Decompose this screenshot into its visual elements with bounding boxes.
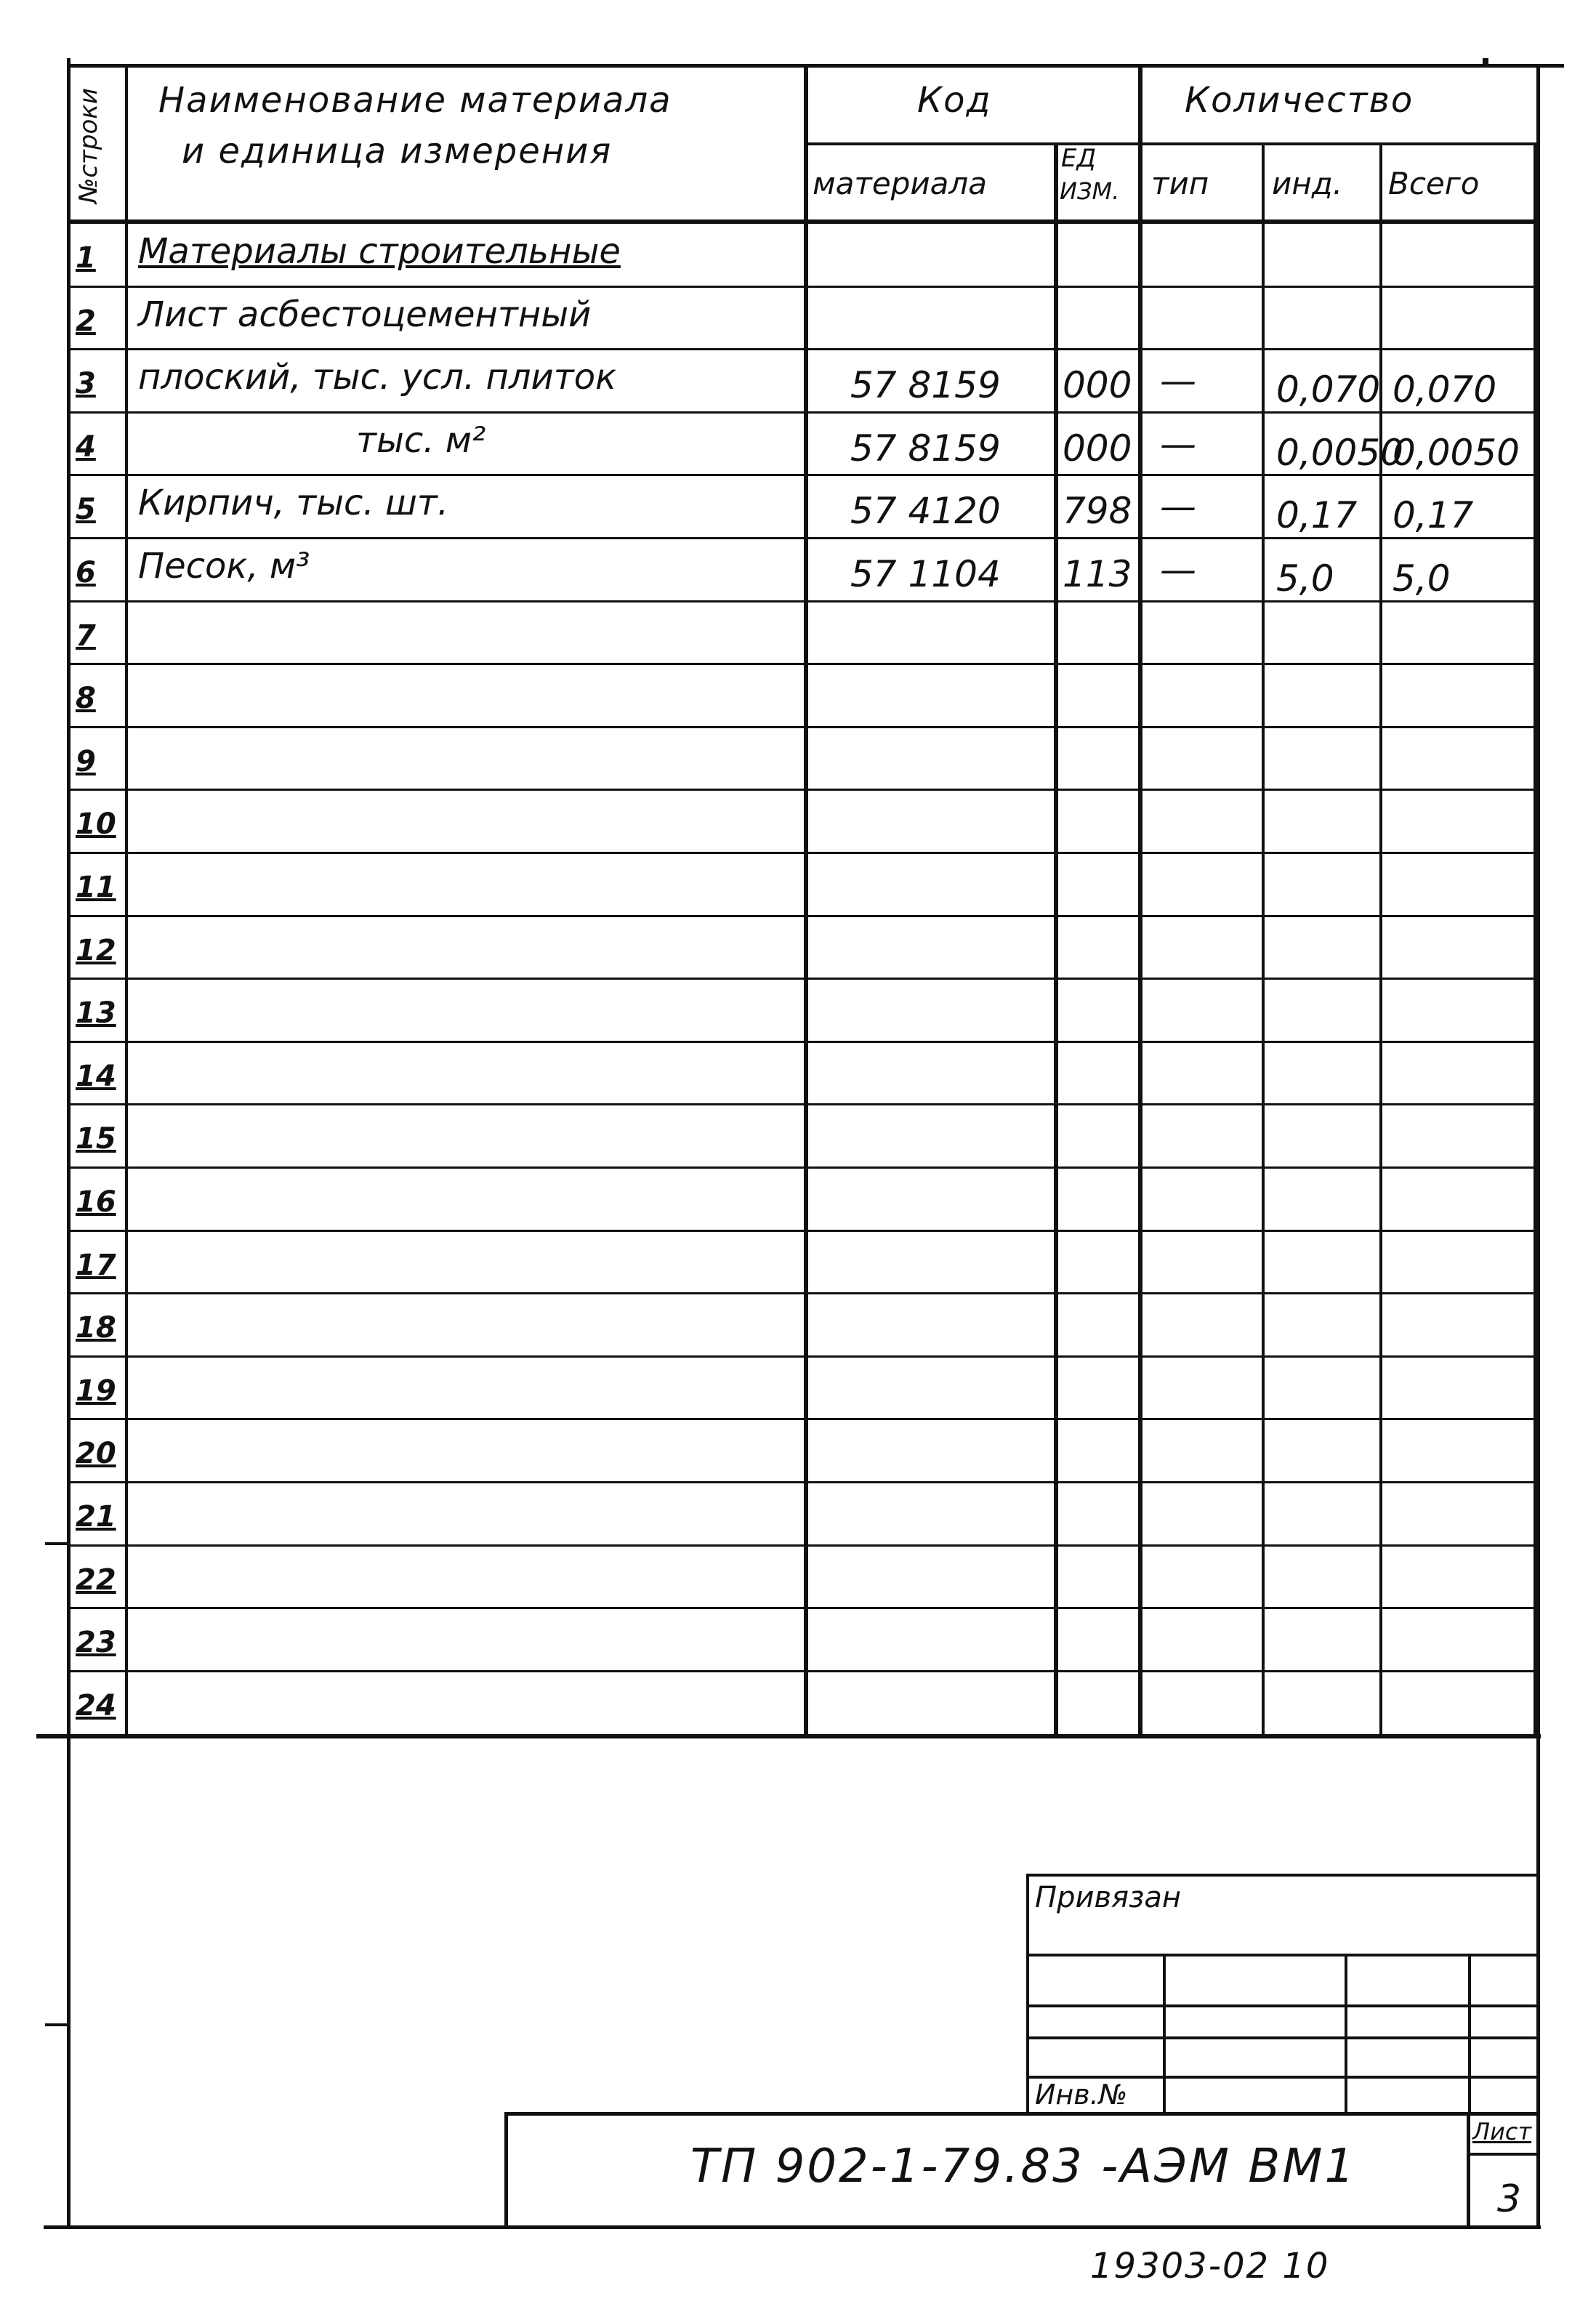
row-number: 12 bbox=[76, 933, 116, 967]
type-quantity: — bbox=[1160, 549, 1196, 591]
total-quantity: 5,0 bbox=[1393, 557, 1451, 600]
material-name: тыс. м² bbox=[356, 419, 486, 461]
row-line bbox=[67, 1355, 1538, 1358]
material-code-header: материала bbox=[813, 166, 988, 201]
col-line-unit bbox=[1138, 64, 1142, 1736]
col-line-name bbox=[804, 64, 808, 1736]
row-number: 19 bbox=[76, 1374, 116, 1408]
col-line-rownum bbox=[125, 64, 128, 1736]
row-line bbox=[67, 852, 1538, 854]
header-mid-line bbox=[804, 142, 1538, 145]
row-number: 24 bbox=[76, 1688, 116, 1722]
stamp-vline-2 bbox=[1345, 1954, 1347, 2115]
row-line bbox=[67, 1292, 1538, 1294]
row-line bbox=[67, 1103, 1538, 1105]
name-header-line1: Наименование материала bbox=[158, 80, 672, 121]
row-number: 2 bbox=[76, 304, 96, 338]
row-number: 1 bbox=[76, 241, 96, 275]
material-code: 57 8159 bbox=[850, 427, 1001, 470]
row-number: 23 bbox=[76, 1626, 116, 1660]
row-number: 22 bbox=[76, 1563, 116, 1597]
type-quantity: — bbox=[1160, 422, 1196, 465]
row-number: 14 bbox=[76, 1059, 116, 1093]
material-code: 57 4120 bbox=[850, 490, 1001, 533]
name-header-line2: и единица измерения bbox=[182, 131, 613, 172]
row-line bbox=[67, 789, 1538, 791]
stamp-left-line bbox=[1026, 1874, 1029, 2115]
row-line bbox=[67, 726, 1538, 728]
sheet-number: 3 bbox=[1497, 2177, 1522, 2221]
individual-quantity: 0,070 bbox=[1276, 368, 1381, 411]
total-quantity: 0,0050 bbox=[1393, 431, 1520, 474]
stamp-line-4 bbox=[1026, 2036, 1539, 2039]
row-line bbox=[67, 1041, 1538, 1043]
row-line bbox=[67, 1418, 1538, 1420]
material-code: 57 1104 bbox=[850, 553, 1001, 595]
sheet-label: Лист bbox=[1472, 2118, 1532, 2145]
col-line-right-inner bbox=[1533, 142, 1538, 1736]
stamp-top-line bbox=[1026, 1874, 1539, 1877]
row-line bbox=[67, 1481, 1538, 1483]
row-number: 9 bbox=[76, 744, 96, 778]
individual-quantity: 0,17 bbox=[1276, 494, 1358, 537]
row-line bbox=[67, 978, 1538, 980]
row-line bbox=[67, 348, 1538, 350]
side-tick-21 bbox=[45, 1542, 68, 1545]
row-number: 17 bbox=[76, 1248, 116, 1282]
inventory-label: Инв.№ bbox=[1035, 2079, 1128, 2111]
individual-quantity: 5,0 bbox=[1276, 557, 1334, 600]
row-line bbox=[67, 474, 1538, 476]
type-quantity: — bbox=[1160, 485, 1196, 528]
material-name: Материалы строительные bbox=[138, 231, 621, 272]
row-number: 10 bbox=[76, 807, 116, 842]
row-line bbox=[67, 1230, 1538, 1232]
frame-top bbox=[67, 64, 1564, 68]
row-number-header: №строки bbox=[74, 88, 103, 203]
row-number: 16 bbox=[76, 1185, 116, 1219]
unit-code: 000 bbox=[1063, 364, 1132, 407]
code-group-header: Код bbox=[917, 80, 992, 121]
ind-header: инд. bbox=[1272, 166, 1343, 201]
material-name: Кирпич, тыс. шт. bbox=[138, 483, 449, 524]
title-top-line bbox=[504, 2112, 1539, 2116]
stamp-line-2 bbox=[1026, 1954, 1539, 1957]
row-line bbox=[67, 1166, 1538, 1169]
title-left-line bbox=[504, 2112, 508, 2228]
document-code: ТП 902-1-79.83 -АЭМ ВМ1 bbox=[690, 2140, 1357, 2193]
stamp-line-3 bbox=[1026, 2004, 1539, 2007]
total-header: Всего bbox=[1388, 166, 1480, 201]
row-line bbox=[67, 915, 1538, 917]
linked-label: Привязан bbox=[1035, 1881, 1182, 1914]
stamp-vline-3 bbox=[1468, 1954, 1471, 2115]
row-line bbox=[67, 411, 1538, 414]
row-number: 11 bbox=[76, 871, 116, 904]
total-quantity: 0,17 bbox=[1393, 494, 1474, 537]
side-tick-stamp bbox=[45, 2023, 68, 2026]
row-line bbox=[67, 1607, 1538, 1609]
row-line bbox=[67, 663, 1538, 665]
footer-archive-number: 19303-02 10 bbox=[1090, 2246, 1330, 2286]
stamp-vline-1 bbox=[1163, 1954, 1166, 2115]
row-number: 7 bbox=[76, 618, 96, 653]
row-number: 4 bbox=[76, 430, 96, 464]
header-bottom-line bbox=[67, 219, 1538, 224]
unit-code: 113 bbox=[1063, 553, 1132, 595]
col-line-material bbox=[1054, 142, 1058, 1736]
total-quantity: 0,070 bbox=[1393, 368, 1497, 411]
frame-left bbox=[67, 58, 70, 2228]
top-right-dot bbox=[1483, 58, 1488, 64]
title-sheet-hline bbox=[1467, 2153, 1539, 2156]
unit-header-line2: ИЗМ. bbox=[1060, 177, 1120, 205]
type-header: тип bbox=[1151, 166, 1209, 201]
table-bottom-line bbox=[36, 1734, 1541, 1738]
row-line bbox=[67, 286, 1538, 288]
row-line bbox=[67, 1670, 1538, 1672]
unit-code: 000 bbox=[1063, 427, 1132, 470]
quantity-group-header: Количество bbox=[1185, 80, 1414, 121]
row-number: 3 bbox=[76, 367, 96, 401]
row-line bbox=[67, 600, 1538, 603]
material-name: Лист асбестоцементный bbox=[138, 294, 592, 335]
col-line-type bbox=[1262, 142, 1265, 1736]
row-number: 6 bbox=[76, 556, 96, 589]
individual-quantity: 0,0050 bbox=[1276, 431, 1403, 474]
row-number: 18 bbox=[76, 1311, 116, 1345]
material-name: Песок, м³ bbox=[138, 546, 310, 587]
type-quantity: — bbox=[1160, 360, 1196, 403]
row-number: 15 bbox=[76, 1122, 116, 1156]
row-number: 8 bbox=[76, 682, 96, 716]
row-line bbox=[67, 537, 1538, 539]
material-name: плоский, тыс. усл. плиток bbox=[138, 357, 617, 398]
row-line bbox=[67, 1544, 1538, 1547]
row-number: 5 bbox=[76, 493, 96, 527]
row-number: 21 bbox=[76, 1500, 116, 1534]
title-sheet-vline bbox=[1467, 2112, 1470, 2228]
unit-header-line1: ЕД bbox=[1061, 144, 1097, 173]
row-number: 20 bbox=[76, 1437, 116, 1471]
row-number: 13 bbox=[76, 996, 116, 1031]
material-code: 57 8159 bbox=[850, 364, 1001, 407]
unit-code: 798 bbox=[1063, 490, 1132, 533]
frame-bottom bbox=[44, 2225, 1541, 2229]
